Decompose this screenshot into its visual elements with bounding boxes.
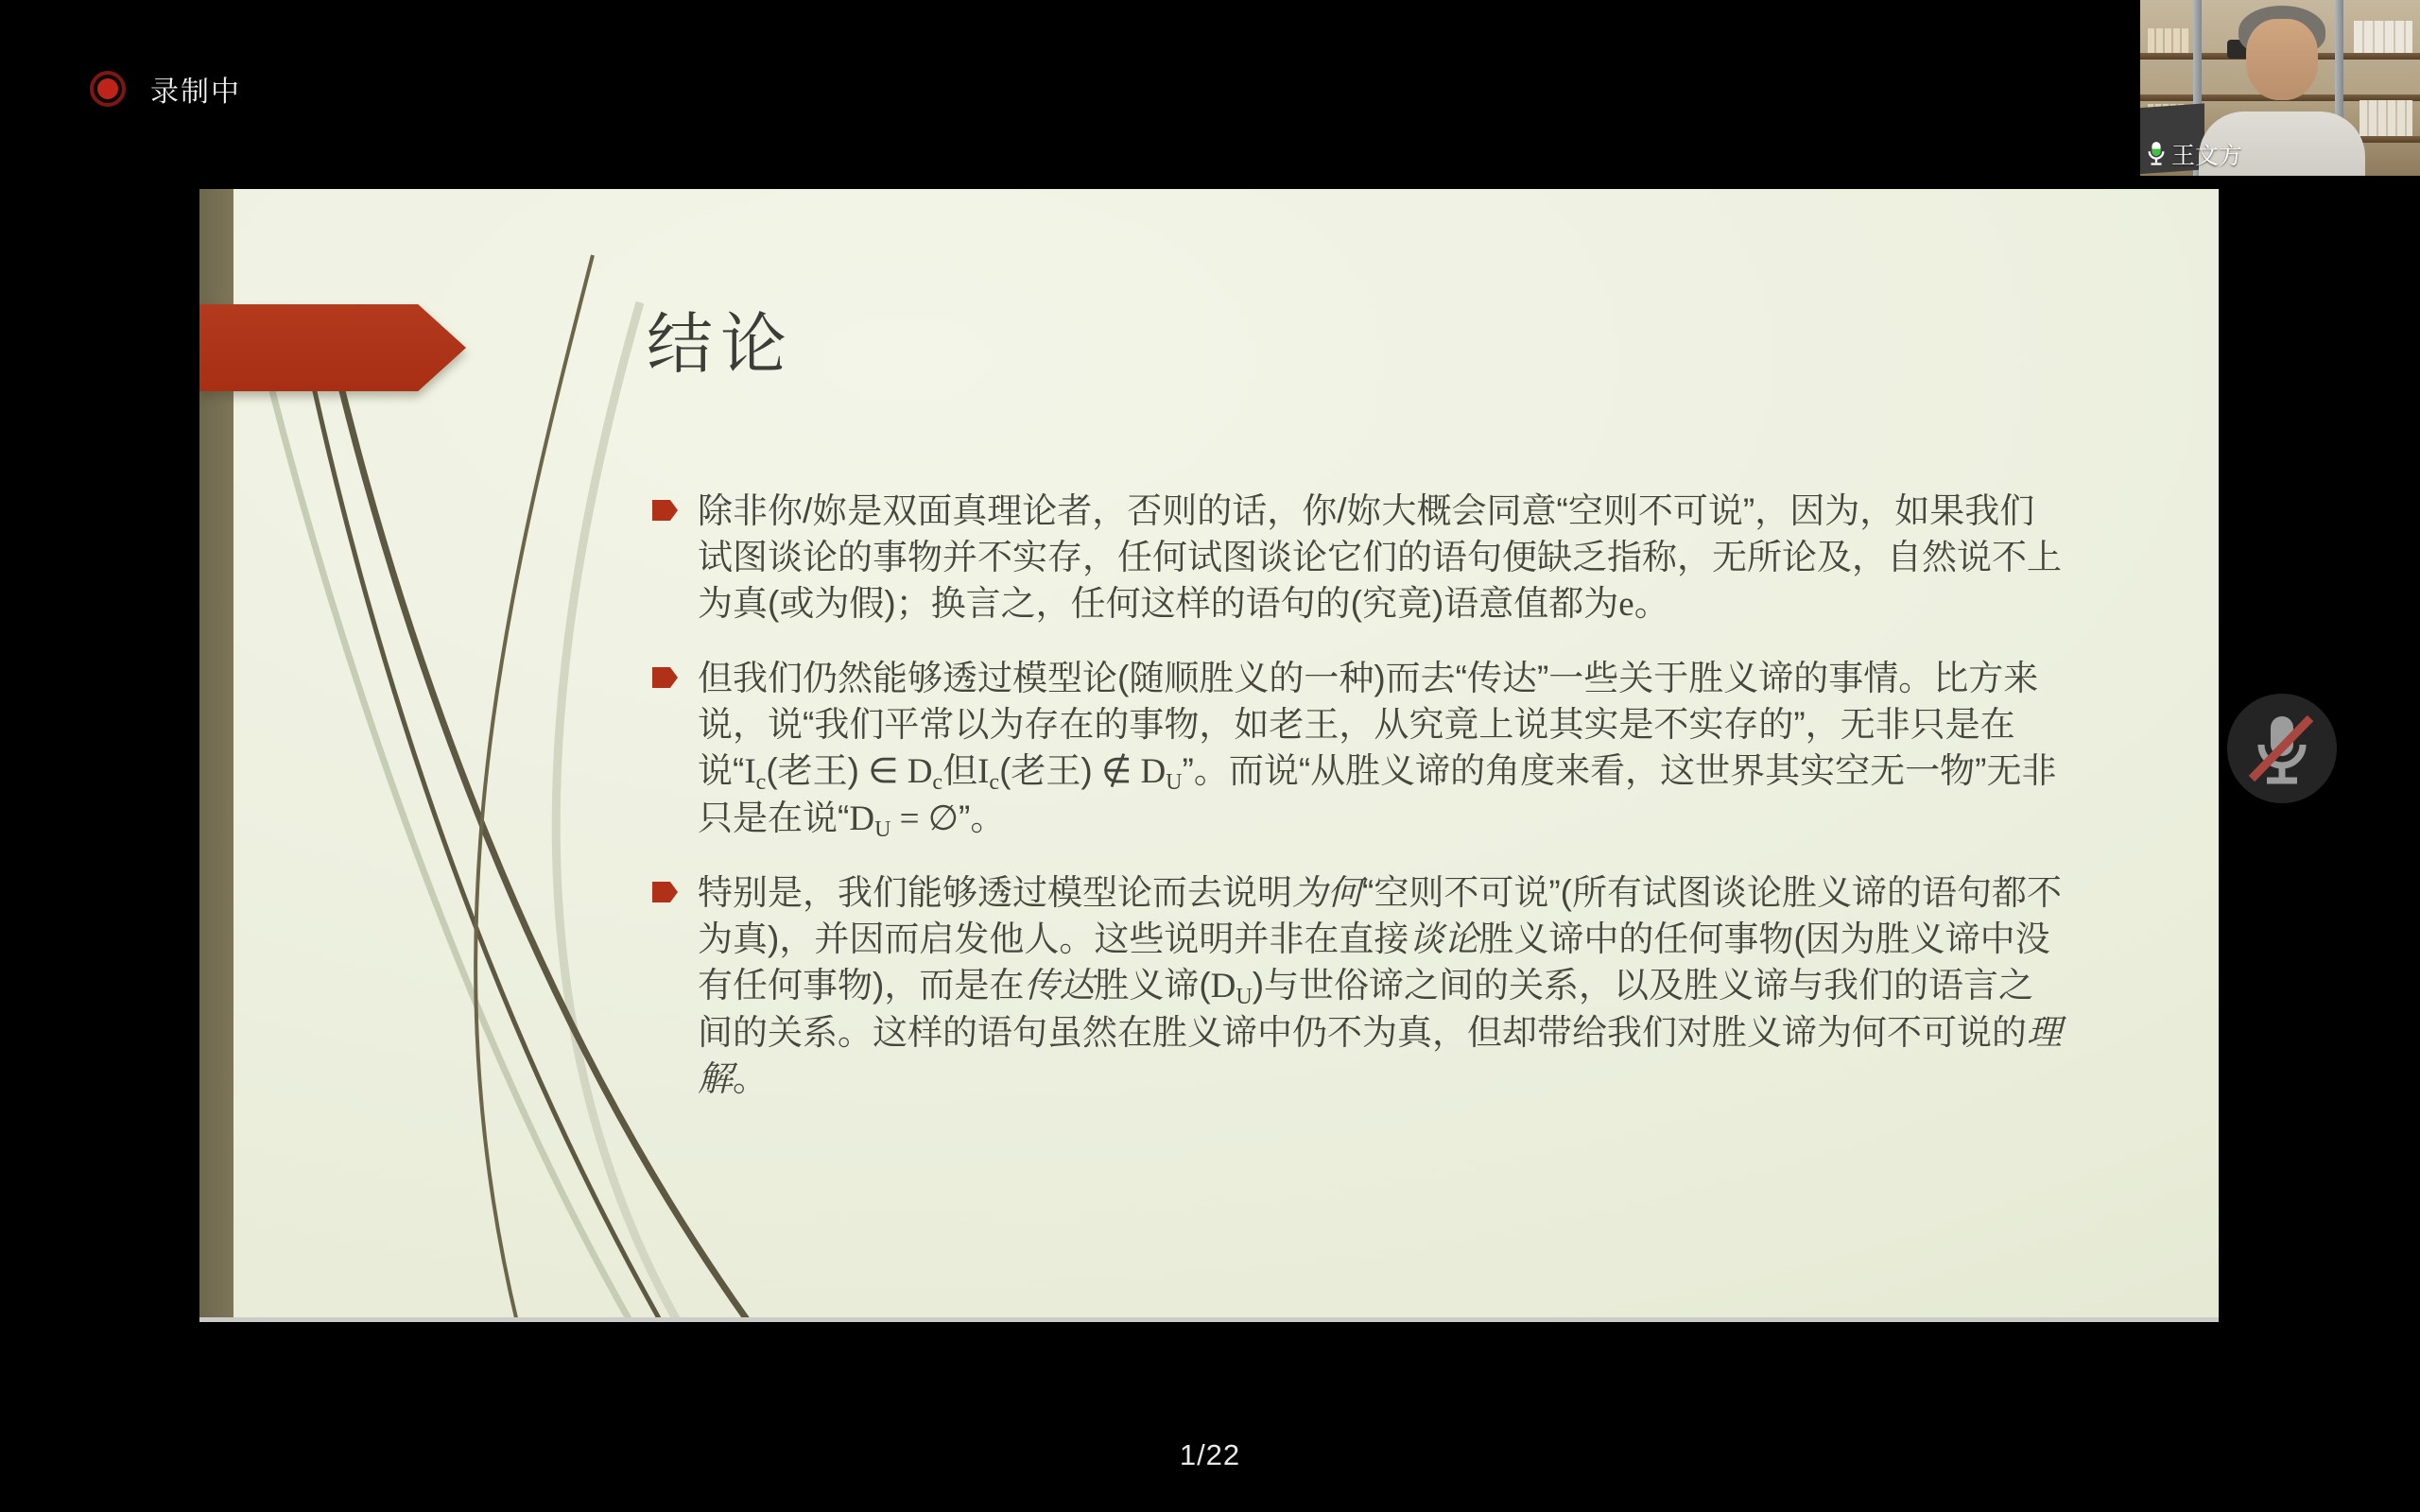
books-decor	[2148, 28, 2189, 53]
mute-button[interactable]	[2227, 694, 2337, 803]
microphone-muted-icon	[2227, 694, 2337, 803]
books-decor	[2360, 100, 2412, 136]
participant-name-badge	[2146, 137, 2242, 171]
bullet-marker-icon	[652, 667, 678, 688]
bullet-text: 除非你/妳是双面真理论者，否则的话，你/妳大概会同意“空则不可说”，因为，如果我们试图谈论的事物并不实存，任何试图谈论它们的语句便缺乏指称，无所论及，自然说不上为真(或为假)；换言之，任何这样的语句的(究竟)语意值都为e。	[698, 491, 2062, 624]
person-face	[2246, 19, 2318, 100]
bullet-item	[652, 655, 2068, 842]
slide-title: 结论	[647, 307, 794, 381]
bullet-list	[652, 488, 2068, 1129]
page-indicator: 1/22	[1179, 1438, 1241, 1471]
mic-on-icon	[2146, 141, 2167, 167]
bullet-text: 但我们仍然能够透过模型论(随顺胜义的一种)而去“传达”一些关于胜义谛的事情。比方来说，说“我们平常以为存在的事物，如老王，从究竟上说其实是不实存的”，无非只是在说“$I_c$(老王) ∈ $D_c$但$I_c$(老王) ∉ $D_U$”。而说“从胜义谛的角度来看，这世界其实空无一物”无非只是在说“$D_U$ = ∅”。	[698, 659, 2057, 842]
bullet-marker-icon	[652, 882, 678, 902]
bullet-text: 特别是，我们能够透过模型论而去说明为何“空则不可说”(所有试图谈论胜义谛的语句都不为真)，并因而启发他人。这些说明并非在直接谈论胜义谛中的任何事物(因为胜义谛中没有任何事物)，而是在传达胜义谛$(D_U)$与世俗谛之间的关系，以及胜义谛与我们的语言之间的关系。这样的语句虽然在胜义谛中仍不为真，但却带给我们对胜义谛为何不可说的理解。	[698, 873, 2062, 1098]
bullet-item	[652, 869, 2068, 1102]
books-decor	[2354, 21, 2412, 53]
slide-area	[199, 189, 2219, 1322]
bullet-marker-icon	[652, 500, 678, 521]
recording-label: 录制中	[150, 77, 241, 108]
bullet-item	[652, 488, 2068, 627]
title-banner-arrow	[199, 304, 466, 391]
recording-indicator	[90, 68, 241, 110]
record-dot-icon	[90, 71, 126, 107]
slide-bottom-edge	[199, 1317, 2219, 1322]
participant-name: 王文方	[2171, 143, 2243, 169]
webcam-tile[interactable]	[2140, 0, 2420, 176]
